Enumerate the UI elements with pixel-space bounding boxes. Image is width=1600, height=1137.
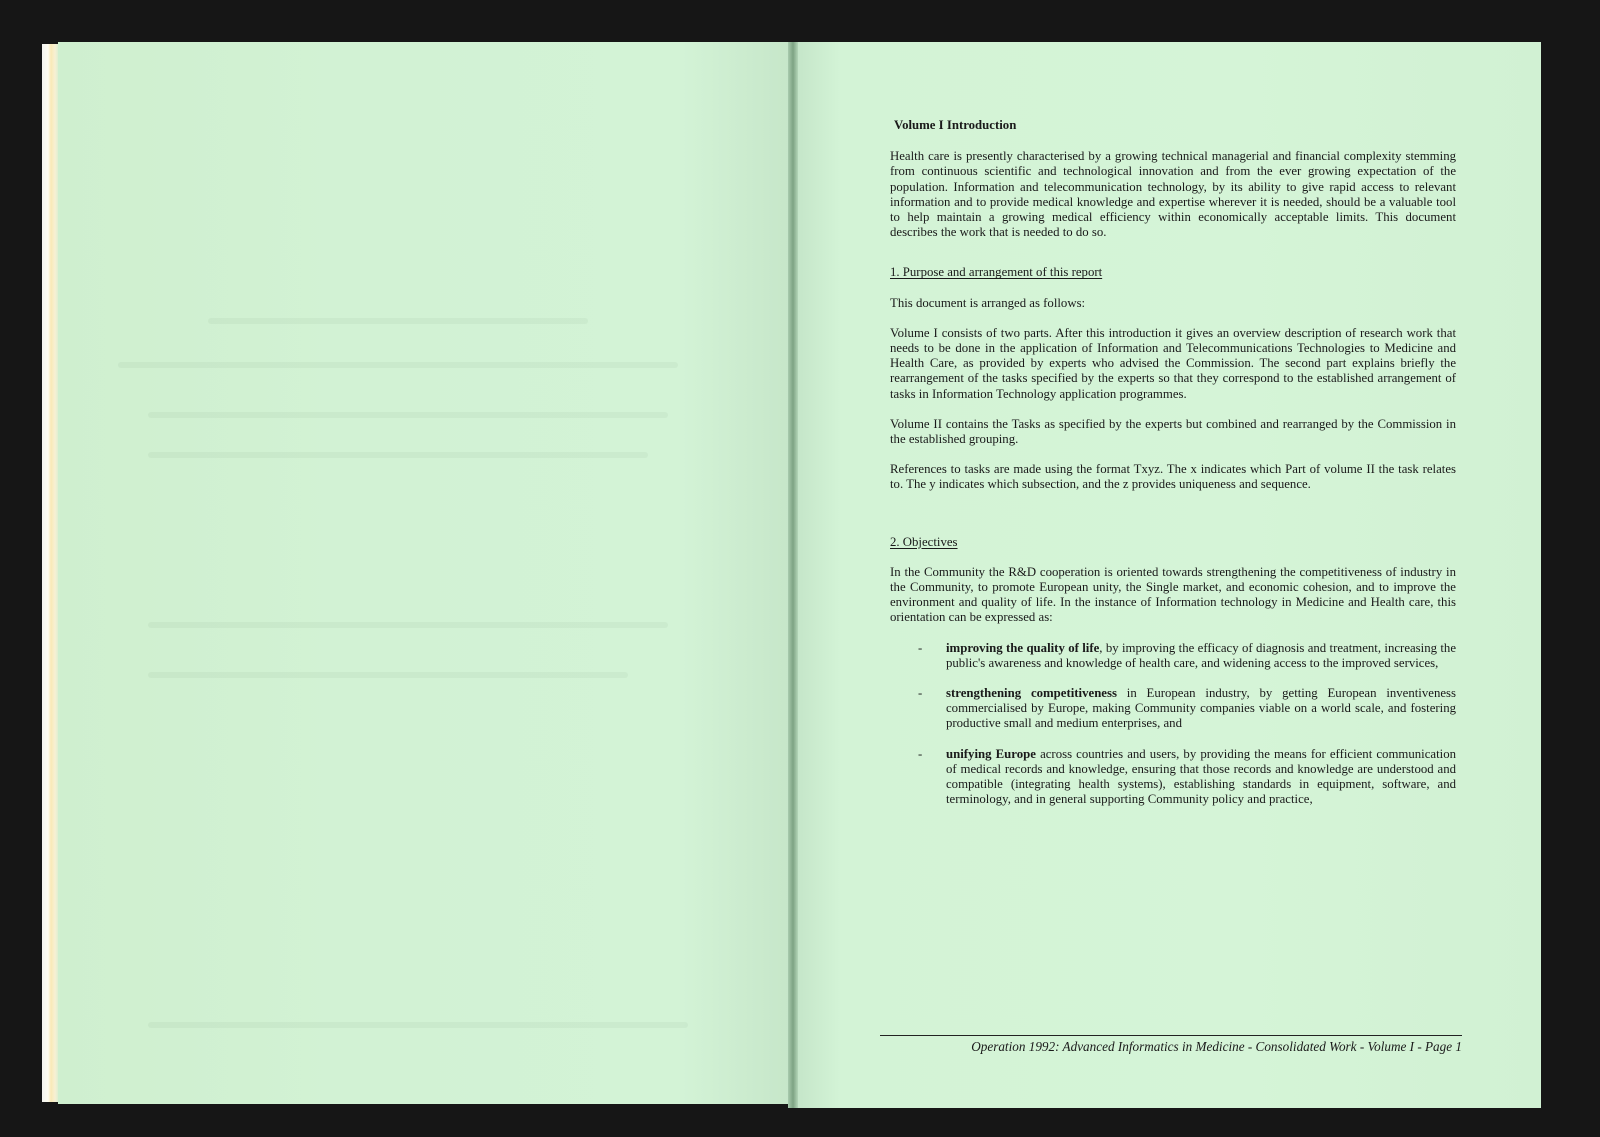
show-through-line [208,318,588,324]
show-through-line [148,1022,688,1028]
objectives-list [890,641,1456,808]
list-item-lead: strengthening competitiveness [946,686,1117,701]
paragraph: Volume I consists of two parts. After this introduction it gives an overview description of research work that needs to be done in the application of Information and Telecommunications Technologies to Medicine and Health Care, as provided by experts who advised the Commission. The second part explains briefly the rearrangement of the tasks specified by the experts so that they correspond to the established arrangement of tasks in Information Technology application programmes. [890,325,1456,401]
page-content [890,118,1456,823]
list-item-text [946,641,1456,671]
left-page [58,42,792,1104]
show-through-line [148,622,668,628]
book-gutter [788,42,798,1108]
paragraph: Volume II contains the Tasks as specified by the experts but combined and rearranged by the Commission in the established grouping. [890,416,1456,447]
show-through-line [148,452,648,458]
list-item [890,747,1456,808]
intro-paragraph: Health care is presently characterised by a growing technical managerial and financial complexity stemming from continuous scientific and technological innovation and from the ever growing expectation of the population. Information and telecommunication technology, by its ability to give rapid access to relevant information and to provide medical knowledge and expertise wherever it is needed, should be a valuable tool to help maintain a growing medical efficiency within economically acceptable limits. This document describes the work that is needed to do so. [890,149,1456,240]
bullet-dash: - [918,746,923,761]
list-item-lead: unifying Europe [946,746,1036,761]
section-title: 1. Purpose and arrangement of this report [890,265,1103,280]
list-item-rest: , by improving the efficacy of diagnosis and treatment, increasing the public's awareness and knowledge of health care, and widening access to the improved services, [946,640,1457,670]
volume-heading: Volume I Introduction [894,118,1017,132]
list-item-rest: in European industry, by getting European inventiveness commercialised by Europe, making Community companies viable on a world scale, and fostering productive small and medium enterprises, and [946,686,1456,731]
page-footer: Operation 1992: Advanced Informatics in Medicine - Consolidated Work - Volume I - Page 1 [971,1039,1462,1054]
list-item-lead: quality of life [1026,640,1100,655]
list-item-lead: improving the [946,640,1027,655]
bullet-dash: - [918,686,923,701]
list-item [890,641,1456,671]
footer-rule [880,1035,1462,1036]
bullet-dash: - [918,640,923,655]
list-item-text [946,686,1456,732]
show-through-line [148,672,628,678]
show-through-line [148,412,668,418]
paragraph: This document is arranged as follows: [890,295,1086,310]
list-item-rest: across countries and users, by providing the means for efficient communication of medical records and knowledge, ensuring that those records and knowledge are understood and compatible (integrating health systems), establishing standards in equipment, software, and terminology, and in general supporting Community policy and practice, [946,746,1456,807]
paragraph: References to tasks are made using the format Txyz. The x indicates which Part of volume II the task relates to. The y indicates which subsection, and the z provides uniqueness and sequence. [890,462,1456,492]
paragraph: In the Community the R&D cooperation is oriented towards strengthening the competitiveness of industry in the Community, to promote European unity, the Single market, and economic cohesion, and to improve the environment and quality of life. In the instance of Information technology in Medicine and Health care, this orientation can be expressed as: [890,564,1456,625]
section-title: 2. Objectives [890,534,958,549]
list-item [890,686,1456,732]
show-through-line [118,362,678,368]
list-item-text [946,747,1456,808]
